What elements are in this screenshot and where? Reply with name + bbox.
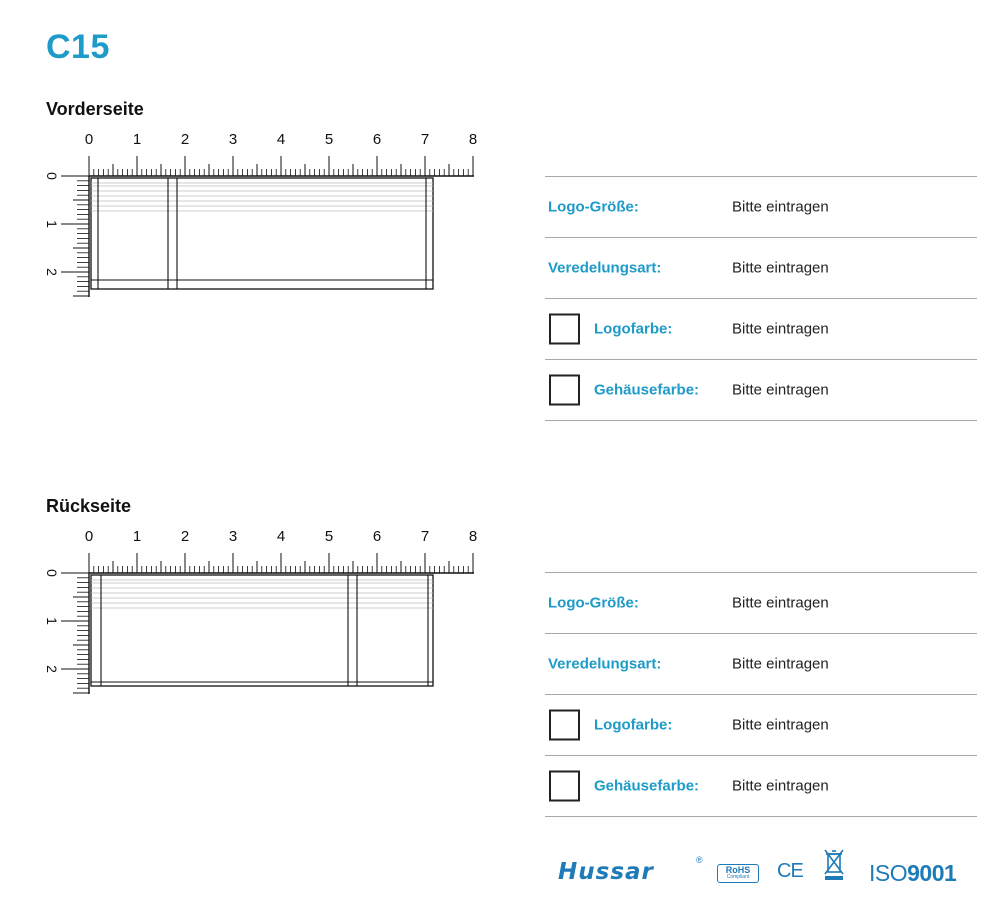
h-ruler-label: 6	[372, 131, 382, 148]
iso-9001-mark	[869, 860, 956, 887]
finishing-label: Veredelungsart:	[548, 655, 662, 673]
ce-mark: CE	[777, 860, 803, 882]
certification-logos	[555, 848, 975, 892]
h-ruler-label: 1	[132, 131, 142, 148]
h-ruler-label: 0	[84, 528, 94, 545]
housing-color-label: Gehäusefarbe:	[594, 381, 700, 399]
h-ruler-label: 2	[180, 131, 190, 148]
h-ruler-label: 7	[420, 131, 430, 148]
h-ruler-label: 8	[468, 528, 478, 545]
v-ruler-label: 0	[44, 569, 60, 577]
h-ruler-label: 8	[468, 131, 478, 148]
h-ruler-label: 5	[324, 528, 334, 545]
v-ruler-label: 1	[44, 220, 60, 228]
h-ruler-label: 5	[324, 131, 334, 148]
product-outline	[91, 178, 433, 289]
h-ruler-label: 0	[84, 131, 94, 148]
finishing-value[interactable]: Bitte eintragen	[732, 259, 829, 277]
finishing-value[interactable]: Bitte eintragen	[732, 655, 829, 673]
page-title: C15	[46, 28, 110, 66]
h-ruler-label: 6	[372, 528, 382, 545]
front-row-housing-color	[545, 359, 977, 421]
h-ruler-label: 7	[420, 528, 430, 545]
back-row-logo-color	[545, 694, 977, 755]
h-ruler-label: 4	[276, 528, 286, 545]
iso-number: 9001	[907, 860, 957, 886]
front-row-finishing	[545, 237, 977, 298]
housing-color-value[interactable]: Bitte eintragen	[732, 381, 829, 399]
product-outline	[91, 575, 433, 686]
rohs-badge	[717, 864, 759, 883]
back-form	[545, 572, 977, 817]
housing-color-value[interactable]: Bitte eintragen	[732, 777, 829, 795]
crossed-bin-icon	[823, 848, 845, 882]
h-ruler-label: 3	[228, 528, 238, 545]
housing-color-checkbox[interactable]	[549, 375, 580, 406]
housing-color-checkbox[interactable]	[549, 771, 580, 802]
h-ruler-label: 1	[132, 528, 142, 545]
back-row-logo-size	[545, 572, 977, 633]
logo-color-checkbox[interactable]	[549, 314, 580, 345]
logo-color-value[interactable]: Bitte eintragen	[732, 716, 829, 734]
back-ruler-drawing	[0, 517, 520, 707]
logo-color-label: Logofarbe:	[594, 716, 673, 734]
front-row-logo-size	[545, 176, 977, 237]
h-ruler-label: 3	[228, 131, 238, 148]
front-form	[545, 176, 977, 421]
logo-size-value[interactable]: Bitte eintragen	[732, 594, 829, 612]
logo-color-checkbox[interactable]	[549, 710, 580, 741]
logo-size-label: Logo-Größe:	[548, 594, 639, 612]
back-heading: Rückseite	[46, 496, 132, 516]
logo-color-label: Logofarbe:	[594, 320, 673, 338]
logo-color-value[interactable]: Bitte eintragen	[732, 320, 829, 338]
housing-color-label: Gehäusefarbe:	[594, 777, 700, 795]
registered-mark: ®	[696, 855, 703, 865]
hussar-logo: Hussar	[558, 859, 654, 885]
back-row-finishing	[545, 633, 977, 694]
front-heading: Vorderseite	[46, 99, 144, 119]
rohs-text: RoHS	[725, 865, 751, 875]
h-ruler-label: 4	[276, 131, 286, 148]
h-ruler-label: 2	[180, 528, 190, 545]
iso-prefix: ISO	[869, 860, 908, 886]
logo-size-value[interactable]: Bitte eintragen	[732, 198, 829, 216]
front-ruler-drawing	[0, 120, 520, 310]
front-row-logo-color	[545, 298, 977, 359]
rohs-sub-text: Compliant	[726, 874, 750, 880]
back-row-housing-color	[545, 755, 977, 817]
logo-size-label: Logo-Größe:	[548, 198, 639, 216]
v-ruler-label: 1	[44, 617, 60, 625]
v-ruler-label: 0	[44, 172, 60, 180]
v-ruler-label: 2	[44, 268, 60, 276]
finishing-label: Veredelungsart:	[548, 259, 662, 277]
v-ruler-label: 2	[44, 665, 60, 673]
